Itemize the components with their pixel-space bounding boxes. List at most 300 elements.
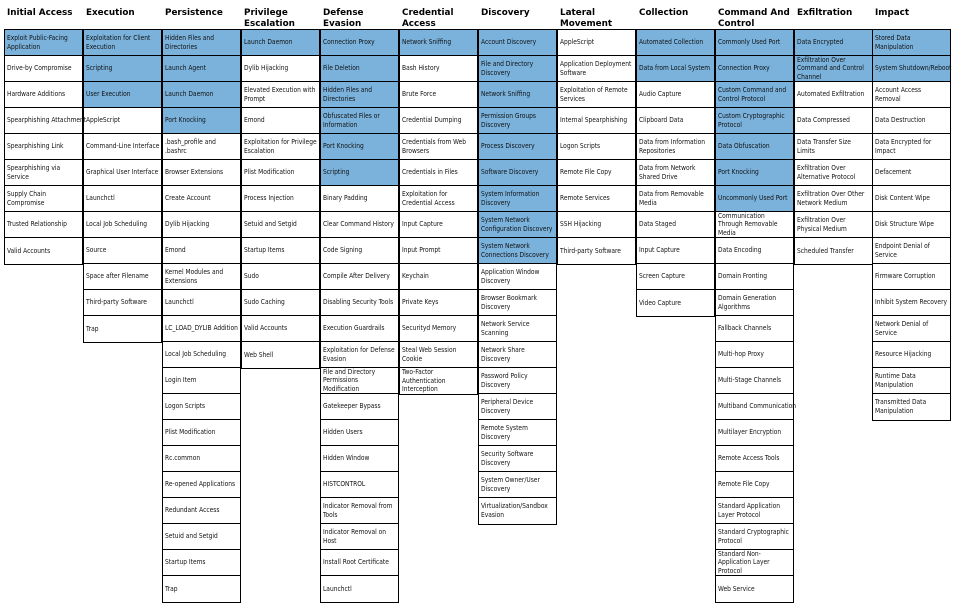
technique-cell[interactable]	[558, 82, 635, 108]
technique-cell[interactable]	[163, 316, 240, 342]
technique-cell[interactable]	[84, 290, 161, 316]
technique-list	[557, 30, 636, 265]
technique-cell[interactable]	[716, 316, 793, 342]
technique-cell[interactable]	[321, 82, 398, 108]
tactic-column-collection	[636, 4, 715, 317]
tactic-header-label: Initial Access	[7, 8, 73, 18]
technique-cell[interactable]	[84, 186, 161, 212]
technique-label: Exfiltration Over Physical Medium	[797, 215, 847, 233]
technique-cell[interactable]	[5, 30, 82, 56]
technique-cell[interactable]	[321, 342, 398, 368]
technique-cell[interactable]	[479, 368, 556, 394]
technique-label: Standard Application Layer Protocol	[718, 501, 781, 519]
technique-cell[interactable]	[637, 186, 714, 212]
technique-list	[83, 30, 162, 343]
technique-cell[interactable]	[795, 134, 872, 160]
technique-cell[interactable]	[400, 368, 477, 394]
technique-cell[interactable]	[321, 498, 398, 524]
technique-cell[interactable]	[321, 524, 398, 550]
technique-label: Password Policy Discovery	[481, 371, 528, 389]
technique-cell[interactable]	[242, 186, 319, 212]
technique-list	[715, 30, 797, 603]
technique-list	[478, 30, 557, 525]
tactic-header-label: Discovery	[481, 8, 530, 18]
technique-cell[interactable]	[321, 108, 398, 134]
technique-cell[interactable]	[321, 160, 398, 186]
technique-cell[interactable]	[716, 394, 797, 420]
technique-cell[interactable]	[400, 82, 477, 108]
technique-label: Execution Guardrails	[323, 324, 385, 333]
technique-cell[interactable]	[400, 212, 477, 238]
technique-cell[interactable]	[479, 160, 556, 186]
technique-cell[interactable]	[716, 420, 793, 446]
technique-label: Launch Daemon	[165, 90, 214, 99]
tactic-header[interactable]	[715, 4, 794, 30]
tactic-column-credential-access	[399, 4, 478, 395]
technique-cell[interactable]	[479, 342, 556, 368]
technique-label: Exploit Public-Facing Application	[7, 33, 68, 51]
technique-cell[interactable]	[795, 160, 872, 186]
technique-cell[interactable]	[558, 160, 635, 186]
technique-label: Compile After Delivery	[323, 272, 390, 281]
technique-cell[interactable]	[400, 316, 477, 342]
technique-cell[interactable]	[321, 420, 398, 446]
technique-cell[interactable]	[163, 446, 240, 472]
technique-label: Resource Hijacking	[875, 350, 932, 359]
technique-cell[interactable]	[321, 290, 398, 316]
technique-label: Credentials in Files	[402, 168, 458, 177]
technique-cell[interactable]	[163, 108, 240, 134]
technique-cell[interactable]	[873, 108, 950, 134]
technique-cell[interactable]	[637, 56, 714, 82]
technique-cell[interactable]	[400, 160, 477, 186]
technique-cell[interactable]	[795, 82, 872, 108]
technique-label: HISTCONTROL	[323, 480, 366, 489]
technique-cell[interactable]	[558, 108, 635, 134]
technique-label: Exfiltration Over Command and Control Channel	[797, 55, 864, 81]
technique-cell[interactable]	[242, 30, 319, 56]
technique-label: Web Shell	[244, 350, 274, 359]
technique-label: Redundant Access	[165, 506, 220, 515]
technique-label: System Network Connections Discovery	[481, 241, 549, 259]
technique-cell[interactable]	[163, 56, 240, 82]
technique-label: Launch Agent	[165, 64, 206, 73]
technique-label: Hidden Files and Directories	[323, 85, 372, 103]
technique-label: Spearphishing Link	[7, 142, 64, 151]
technique-cell[interactable]	[873, 342, 950, 368]
technique-cell[interactable]	[242, 290, 319, 316]
tactic-header[interactable]	[399, 4, 478, 30]
technique-cell[interactable]	[242, 134, 319, 160]
technique-cell[interactable]	[716, 472, 793, 498]
technique-cell[interactable]	[321, 56, 398, 82]
technique-cell[interactable]	[479, 394, 556, 420]
technique-cell[interactable]	[321, 576, 398, 602]
technique-cell[interactable]	[873, 290, 950, 316]
technique-cell[interactable]	[163, 160, 240, 186]
technique-cell[interactable]	[873, 238, 950, 264]
technique-label: Securityd Memory	[402, 324, 457, 333]
tactic-header[interactable]	[794, 4, 873, 30]
technique-label: Domain Generation Algorithms	[718, 293, 776, 311]
technique-cell[interactable]	[321, 446, 398, 472]
technique-label: Emond	[244, 116, 265, 125]
technique-cell[interactable]	[5, 56, 82, 82]
technique-label: Remote Access Tools	[718, 454, 780, 463]
technique-cell[interactable]	[795, 56, 872, 82]
technique-cell[interactable]	[84, 264, 161, 290]
technique-label: Kernel Modules and Extensions	[165, 267, 224, 285]
technique-cell[interactable]	[84, 134, 161, 160]
technique-label: Re-opened Applications	[165, 480, 236, 489]
technique-cell[interactable]	[321, 550, 398, 576]
technique-label: Hidden Users	[323, 428, 363, 437]
technique-cell[interactable]	[479, 446, 556, 472]
technique-cell[interactable]	[242, 316, 319, 342]
technique-label: Keychain	[402, 272, 429, 281]
technique-label: Standard Cryptographic Protocol	[718, 527, 789, 545]
technique-label: Data from Removable Media	[639, 189, 704, 207]
technique-cell[interactable]	[795, 186, 872, 212]
technique-cell[interactable]	[163, 498, 240, 524]
technique-cell[interactable]	[716, 82, 793, 108]
technique-label: Firmware Corruption	[875, 272, 936, 281]
tactic-header[interactable]	[241, 4, 320, 30]
technique-cell[interactable]	[5, 160, 82, 186]
technique-cell[interactable]	[321, 186, 398, 212]
technique-list	[399, 30, 478, 395]
technique-label: Defacement	[875, 168, 912, 177]
technique-cell[interactable]	[558, 56, 635, 82]
technique-cell[interactable]	[479, 134, 556, 160]
tactic-column-impact	[872, 4, 951, 421]
technique-cell[interactable]	[637, 30, 714, 56]
technique-cell[interactable]	[716, 498, 793, 524]
technique-label: Application Deployment Software	[560, 59, 632, 77]
technique-cell[interactable]	[873, 394, 950, 420]
technique-cell[interactable]	[163, 394, 240, 420]
technique-label: Account Access Removal	[875, 85, 922, 103]
technique-cell[interactable]	[163, 576, 240, 602]
technique-cell[interactable]	[716, 212, 793, 238]
technique-cell[interactable]	[84, 108, 161, 134]
technique-cell[interactable]	[479, 498, 556, 524]
technique-label: Disk Structure Wipe	[875, 220, 934, 229]
technique-label: Binary Padding	[323, 194, 368, 203]
technique-cell[interactable]	[716, 576, 793, 602]
tactic-column-exfiltration	[794, 4, 873, 265]
technique-cell[interactable]	[242, 238, 319, 264]
technique-label: Automated Collection	[639, 38, 704, 47]
technique-cell[interactable]	[795, 30, 872, 56]
tactic-header[interactable]	[162, 4, 241, 30]
technique-cell[interactable]	[479, 186, 556, 212]
technique-label: Scheduled Transfer	[797, 246, 854, 255]
technique-label: Trap	[165, 584, 178, 593]
technique-label: Scripting	[86, 64, 113, 73]
technique-cell[interactable]	[242, 56, 319, 82]
technique-label: Remote File Copy	[718, 480, 770, 489]
technique-cell[interactable]	[5, 108, 87, 134]
tactic-header-label: Exfiltration	[797, 8, 853, 18]
technique-label: Account Discovery	[481, 38, 537, 47]
technique-cell[interactable]	[795, 212, 872, 238]
tactic-column-persistence	[162, 4, 241, 603]
technique-list	[4, 30, 87, 265]
technique-cell[interactable]	[637, 290, 714, 316]
technique-cell[interactable]	[873, 212, 950, 238]
technique-label: Virtualization/Sandbox Evasion	[481, 502, 548, 519]
technique-list	[241, 30, 320, 369]
technique-cell[interactable]	[716, 550, 793, 576]
technique-cell[interactable]	[716, 160, 793, 186]
technique-cell[interactable]	[321, 394, 398, 420]
technique-label: Port Knocking	[165, 116, 206, 125]
technique-cell[interactable]	[84, 212, 161, 238]
technique-cell[interactable]	[716, 238, 793, 264]
technique-label: Data from Local System	[639, 64, 711, 73]
tactic-column-privilege-escalation	[241, 4, 320, 369]
technique-cell[interactable]	[242, 160, 319, 186]
technique-cell[interactable]	[795, 238, 872, 264]
technique-cell[interactable]	[321, 30, 398, 56]
technique-cell[interactable]	[163, 212, 240, 238]
technique-cell[interactable]	[163, 342, 240, 368]
technique-label: Data Destruction	[875, 116, 926, 125]
technique-cell[interactable]	[321, 134, 398, 160]
technique-cell[interactable]	[321, 472, 398, 498]
technique-cell[interactable]	[5, 186, 82, 212]
tactic-column-initial-access	[4, 4, 87, 265]
technique-cell[interactable]	[716, 134, 793, 160]
technique-label: Third-party Software	[560, 246, 621, 255]
technique-label: Graphical User Interface	[86, 168, 159, 177]
technique-cell[interactable]	[873, 186, 950, 212]
technique-label: Startup Items	[165, 558, 206, 567]
technique-cell[interactable]	[321, 264, 398, 290]
technique-cell[interactable]	[479, 56, 556, 82]
technique-cell[interactable]	[479, 290, 556, 316]
technique-label: Clipboard Data	[639, 116, 684, 125]
technique-cell[interactable]	[873, 134, 950, 160]
technique-cell[interactable]	[637, 212, 714, 238]
tactic-header[interactable]	[557, 4, 636, 30]
technique-label: Uncommonly Used Port	[718, 194, 788, 203]
technique-label: Rc.common	[165, 454, 201, 463]
technique-cell[interactable]	[163, 186, 240, 212]
technique-cell[interactable]	[558, 186, 635, 212]
technique-label: Screen Capture	[639, 272, 685, 281]
technique-cell[interactable]	[321, 238, 398, 264]
tactic-header-label: Privilege Escalation	[244, 8, 295, 29]
technique-label: Hidden Window	[323, 454, 370, 463]
technique-cell[interactable]	[558, 134, 635, 160]
technique-label: SSH Hijacking	[560, 220, 602, 229]
technique-label: LC_LOAD_DYLIB Addition	[165, 324, 238, 333]
technique-label: Dylib Hijacking	[244, 64, 289, 73]
technique-cell[interactable]	[400, 56, 477, 82]
technique-cell[interactable]	[716, 446, 793, 472]
technique-cell[interactable]	[637, 108, 714, 134]
technique-cell[interactable]	[163, 82, 240, 108]
technique-label: Network Sniffing	[402, 38, 452, 47]
technique-cell[interactable]	[873, 82, 950, 108]
technique-cell[interactable]	[163, 420, 240, 446]
technique-cell[interactable]	[873, 316, 950, 342]
technique-cell[interactable]	[637, 134, 714, 160]
technique-cell[interactable]	[163, 30, 240, 56]
tactic-header[interactable]	[320, 4, 399, 30]
technique-cell[interactable]	[716, 108, 793, 134]
technique-label: Data from Information Repositories	[639, 137, 706, 155]
technique-label: Data Encoding	[718, 246, 762, 255]
technique-cell[interactable]	[84, 56, 161, 82]
tactic-header-label: Persistence	[165, 8, 223, 18]
technique-cell[interactable]	[479, 212, 556, 238]
technique-label: Runtime Data Manipulation	[875, 371, 916, 389]
technique-cell[interactable]	[163, 134, 240, 160]
technique-cell[interactable]	[163, 472, 240, 498]
technique-cell[interactable]	[479, 82, 556, 108]
technique-label: Disk Content Wipe	[875, 194, 930, 203]
technique-cell[interactable]	[558, 212, 635, 238]
technique-cell[interactable]	[400, 290, 477, 316]
technique-cell[interactable]	[637, 82, 714, 108]
technique-label: Remote Services	[560, 194, 610, 203]
technique-label: Data Transfer Size Limits	[797, 137, 851, 155]
tactic-header[interactable]	[636, 4, 715, 30]
technique-cell[interactable]	[400, 264, 477, 290]
tactic-header-label: Lateral Movement	[560, 8, 613, 29]
tactic-header[interactable]	[83, 4, 162, 30]
technique-label: Launch Daemon	[244, 38, 293, 47]
technique-cell[interactable]	[400, 108, 477, 134]
technique-cell[interactable]	[479, 30, 556, 56]
technique-list	[872, 30, 951, 421]
technique-label: Startup Items	[244, 246, 285, 255]
technique-cell[interactable]	[479, 264, 556, 290]
technique-cell[interactable]	[321, 212, 398, 238]
technique-cell[interactable]	[163, 238, 240, 264]
technique-label: Custom Cryptographic Protocol	[718, 111, 785, 129]
technique-label: Sudo	[244, 272, 259, 281]
technique-label: Software Discovery	[481, 168, 539, 177]
technique-label: Login Item	[165, 376, 197, 385]
technique-cell[interactable]	[242, 82, 319, 108]
technique-cell[interactable]	[400, 134, 477, 160]
technique-cell[interactable]	[873, 56, 950, 82]
tactic-header[interactable]	[872, 4, 951, 30]
technique-cell[interactable]	[400, 30, 477, 56]
technique-cell[interactable]	[84, 30, 161, 56]
technique-label: Sudo Caching	[244, 298, 285, 307]
technique-label: Setuid and Setgid	[244, 220, 297, 229]
technique-cell[interactable]	[795, 108, 872, 134]
technique-cell[interactable]	[242, 212, 319, 238]
technique-cell[interactable]	[242, 108, 319, 134]
technique-cell[interactable]	[637, 160, 714, 186]
technique-label: File and Directory Permissions Modification	[323, 367, 376, 393]
technique-cell[interactable]	[637, 264, 714, 290]
technique-label: Connection Proxy	[323, 38, 375, 47]
tactic-header-label: Impact	[875, 8, 910, 18]
technique-cell[interactable]	[400, 342, 477, 368]
technique-cell[interactable]	[716, 30, 793, 56]
technique-cell[interactable]	[84, 160, 161, 186]
technique-cell[interactable]	[558, 30, 635, 56]
technique-label: Third-party Software	[86, 298, 147, 307]
technique-cell[interactable]	[716, 264, 793, 290]
technique-cell[interactable]	[84, 82, 161, 108]
technique-cell[interactable]	[84, 316, 161, 342]
technique-label: Trusted Relationship	[7, 220, 67, 229]
technique-list	[794, 30, 873, 265]
technique-cell[interactable]	[873, 368, 950, 394]
technique-cell[interactable]	[716, 186, 793, 212]
technique-label: Connection Proxy	[718, 64, 770, 73]
tactic-header[interactable]	[478, 4, 557, 30]
technique-label: Endpoint Denial of Service	[875, 241, 930, 259]
technique-cell[interactable]	[321, 368, 398, 394]
technique-label: Plist Modification	[244, 168, 295, 177]
technique-cell[interactable]	[479, 472, 556, 498]
technique-cell[interactable]	[637, 238, 714, 264]
technique-cell[interactable]	[163, 368, 240, 394]
technique-cell[interactable]	[479, 316, 556, 342]
technique-label: Two-Factor Authentication Interception	[402, 368, 446, 394]
technique-cell[interactable]	[163, 290, 240, 316]
tactic-header[interactable]	[4, 4, 83, 30]
technique-cell[interactable]	[873, 30, 950, 56]
technique-label: Audio Capture	[639, 90, 682, 99]
technique-cell[interactable]	[242, 342, 319, 368]
technique-cell[interactable]	[479, 108, 556, 134]
technique-cell[interactable]	[716, 290, 793, 316]
technique-cell[interactable]	[5, 212, 82, 238]
technique-cell[interactable]	[558, 238, 635, 264]
technique-cell[interactable]	[321, 316, 398, 342]
technique-cell[interactable]	[400, 186, 477, 212]
technique-cell[interactable]	[5, 238, 82, 264]
technique-cell[interactable]	[873, 264, 950, 290]
technique-label: Steal Web Session Cookie	[402, 345, 457, 363]
tactic-column-execution	[83, 4, 162, 343]
technique-cell[interactable]	[716, 342, 793, 368]
technique-label: Exploitation for Privilege Escalation	[244, 137, 317, 155]
technique-cell[interactable]	[163, 264, 240, 290]
technique-list	[162, 30, 241, 603]
technique-cell[interactable]	[5, 134, 82, 160]
technique-cell[interactable]	[84, 238, 161, 264]
technique-cell[interactable]	[242, 264, 319, 290]
technique-cell[interactable]	[873, 160, 950, 186]
technique-cell[interactable]	[5, 82, 82, 108]
technique-cell[interactable]	[163, 524, 240, 550]
technique-label: Port Knocking	[323, 142, 364, 151]
technique-label: Browser Extensions	[165, 168, 224, 177]
tactic-header-label: Defense Evasion	[323, 8, 364, 29]
technique-cell[interactable]	[163, 550, 240, 576]
technique-cell[interactable]	[716, 368, 793, 394]
technique-label: Remote System Discovery	[481, 423, 528, 441]
technique-cell[interactable]	[479, 238, 556, 264]
technique-label: Hardware Additions	[7, 90, 66, 99]
technique-cell[interactable]	[716, 56, 793, 82]
technique-cell[interactable]	[479, 420, 556, 446]
technique-cell[interactable]	[716, 524, 793, 550]
technique-cell[interactable]	[400, 238, 477, 264]
technique-label: Launchctl	[86, 194, 115, 203]
